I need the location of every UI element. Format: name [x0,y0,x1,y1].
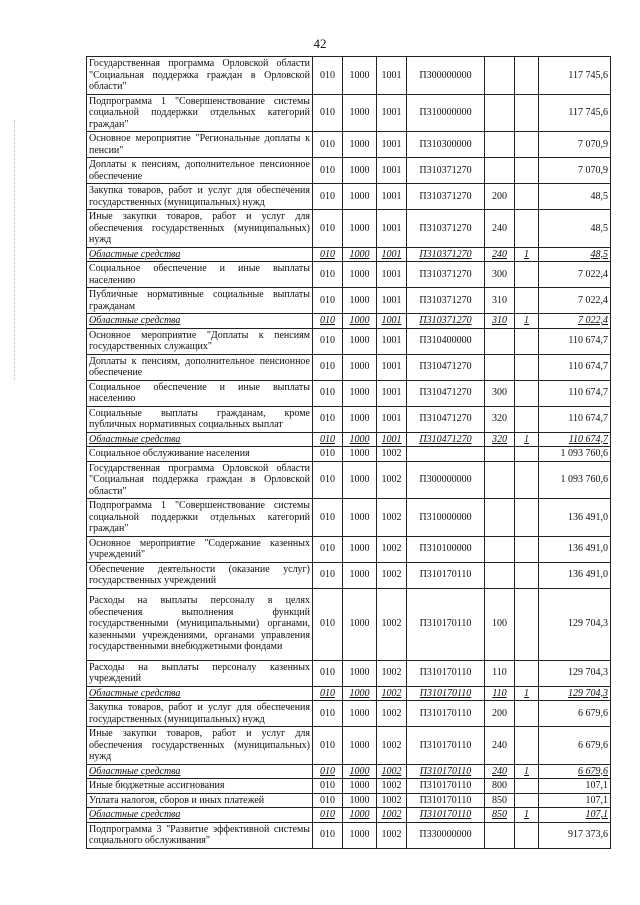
row-name: Областные средства [87,808,313,823]
row-admin-code: 010 [313,94,343,132]
table-row [87,210,611,248]
row-expense-type [485,132,515,158]
row-source-code: 1 [515,808,539,823]
budget-table-body [87,57,611,849]
row-source-code [515,184,539,210]
row-section-code: 1000 [343,779,377,794]
table-row [87,686,611,701]
row-target-article: П310371270 [407,184,485,210]
row-source-code [515,562,539,588]
row-expense-type: 850 [485,793,515,808]
table-row [87,354,611,380]
row-expense-type: 300 [485,380,515,406]
row-section-code: 1000 [343,536,377,562]
row-admin-code: 010 [313,701,343,727]
row-source-code [515,447,539,462]
row-subsection-code: 1001 [377,262,407,288]
row-admin-code: 010 [313,779,343,794]
row-source-code [515,727,539,765]
row-name: Расходы на выплаты персоналу казенных учреждений [87,660,313,686]
row-target-article: П310471270 [407,354,485,380]
row-section-code: 1000 [343,314,377,329]
row-amount: 917 373,6 [539,822,611,848]
row-section-code: 1000 [343,764,377,779]
row-name: Государственная программа Орловской области "Социальная поддержка граждан в Орловской области" [87,461,313,499]
row-target-article: П300000000 [407,57,485,95]
row-target-article: П310170110 [407,588,485,660]
row-target-article: П310170110 [407,793,485,808]
row-subsection-code: 1002 [377,660,407,686]
row-section-code: 1000 [343,406,377,432]
row-admin-code: 010 [313,461,343,499]
row-admin-code: 010 [313,247,343,262]
table-row [87,247,611,262]
margin-mark [14,120,16,380]
row-subsection-code: 1001 [377,247,407,262]
row-target-article: П310170110 [407,727,485,765]
row-target-article: П310371270 [407,262,485,288]
row-subsection-code: 1002 [377,499,407,537]
row-section-code: 1000 [343,499,377,537]
row-target-article: П310371270 [407,314,485,329]
row-subsection-code: 1002 [377,808,407,823]
row-name: Областные средства [87,314,313,329]
row-admin-code: 010 [313,536,343,562]
row-amount: 7 070,9 [539,132,611,158]
row-source-code: 1 [515,764,539,779]
row-subsection-code: 1001 [377,210,407,248]
row-admin-code: 010 [313,380,343,406]
row-expense-type: 200 [485,701,515,727]
row-name: Социальное обеспечение и иные выплаты населению [87,380,313,406]
row-source-code: 1 [515,432,539,447]
row-amount: 7 022,4 [539,288,611,314]
row-target-article: П310000000 [407,94,485,132]
row-name: Публичные нормативные социальные выплаты гражданам [87,288,313,314]
table-row [87,461,611,499]
row-name: Основное мероприятие "Содержание казенных учреждений" [87,536,313,562]
row-subsection-code: 1001 [377,158,407,184]
row-section-code: 1000 [343,57,377,95]
row-amount: 7 022,4 [539,314,611,329]
row-admin-code: 010 [313,764,343,779]
row-admin-code: 010 [313,210,343,248]
table-row [87,727,611,765]
budget-table [86,56,611,849]
row-subsection-code: 1001 [377,380,407,406]
row-amount: 110 674,7 [539,406,611,432]
row-admin-code: 010 [313,57,343,95]
row-section-code: 1000 [343,210,377,248]
table-row [87,314,611,329]
row-source-code [515,380,539,406]
row-amount: 129 704,3 [539,686,611,701]
row-admin-code: 010 [313,588,343,660]
row-amount: 136 491,0 [539,562,611,588]
row-subsection-code: 1002 [377,793,407,808]
row-name: Уплата налогов, сборов и иных платежей [87,793,313,808]
table-row [87,822,611,848]
row-target-article: П310471270 [407,406,485,432]
row-expense-type: 310 [485,288,515,314]
row-amount: 107,1 [539,793,611,808]
row-subsection-code: 1002 [377,779,407,794]
row-expense-type: 240 [485,764,515,779]
row-source-code [515,262,539,288]
row-amount: 1 093 760,6 [539,447,611,462]
row-admin-code: 010 [313,184,343,210]
row-expense-type [485,499,515,537]
row-subsection-code: 1002 [377,562,407,588]
row-admin-code: 010 [313,432,343,447]
row-admin-code: 010 [313,158,343,184]
row-name: Основное мероприятие "Доплаты к пенсиям государственных служащих" [87,328,313,354]
row-name: Областные средства [87,686,313,701]
row-subsection-code: 1001 [377,354,407,380]
row-target-article: П310371270 [407,158,485,184]
row-target-article: П310471270 [407,380,485,406]
row-name: Иные закупки товаров, работ и услуг для обеспечения государственных (муниципальных) нужд [87,210,313,248]
row-subsection-code: 1001 [377,57,407,95]
table-row [87,288,611,314]
row-expense-type [485,354,515,380]
row-source-code [515,822,539,848]
row-expense-type [485,328,515,354]
row-target-article: П310000000 [407,499,485,537]
row-amount: 1 093 760,6 [539,461,611,499]
row-amount: 117 745,6 [539,57,611,95]
row-expense-type: 240 [485,210,515,248]
row-source-code [515,57,539,95]
row-source-code [515,94,539,132]
row-admin-code: 010 [313,808,343,823]
row-source-code [515,210,539,248]
row-subsection-code: 1001 [377,184,407,210]
row-expense-type [485,562,515,588]
row-subsection-code: 1002 [377,701,407,727]
row-source-code [515,779,539,794]
row-expense-type: 200 [485,184,515,210]
row-amount: 7 070,9 [539,158,611,184]
row-section-code: 1000 [343,822,377,848]
row-amount: 110 674,7 [539,380,611,406]
row-target-article: П310170110 [407,808,485,823]
row-name: Расходы на выплаты персоналу в целях обеспечения выполнения функций государственными (муниципальными) органами, казенными учреждениями, органами управления государственными внебюджетными фондами [87,588,313,660]
table-row [87,793,611,808]
row-target-article: П310170110 [407,764,485,779]
row-name: Социальные выплаты гражданам, кроме публичных нормативных социальных выплат [87,406,313,432]
row-section-code: 1000 [343,660,377,686]
row-amount: 117 745,6 [539,94,611,132]
table-row [87,328,611,354]
row-amount: 6 679,6 [539,701,611,727]
row-source-code [515,588,539,660]
row-expense-type: 240 [485,727,515,765]
row-admin-code: 010 [313,793,343,808]
row-amount: 7 022,4 [539,262,611,288]
row-expense-type: 110 [485,660,515,686]
row-subsection-code: 1001 [377,94,407,132]
row-expense-type [485,536,515,562]
row-target-article: П310400000 [407,328,485,354]
row-section-code: 1000 [343,132,377,158]
table-row [87,158,611,184]
row-source-code [515,660,539,686]
row-source-code [515,288,539,314]
row-amount: 107,1 [539,779,611,794]
row-amount: 6 679,6 [539,764,611,779]
table-row [87,808,611,823]
row-expense-type [485,158,515,184]
row-section-code: 1000 [343,94,377,132]
row-target-article: П310471270 [407,432,485,447]
row-subsection-code: 1001 [377,132,407,158]
row-admin-code: 010 [313,660,343,686]
row-name: Иные бюджетные ассигнования [87,779,313,794]
row-target-article: П310371270 [407,247,485,262]
row-name: Областные средства [87,432,313,447]
row-admin-code: 010 [313,686,343,701]
row-subsection-code: 1002 [377,764,407,779]
row-name: Областные средства [87,764,313,779]
row-target-article: П300000000 [407,461,485,499]
row-admin-code: 010 [313,727,343,765]
row-admin-code: 010 [313,447,343,462]
row-target-article: П330000000 [407,822,485,848]
row-admin-code: 010 [313,328,343,354]
row-section-code: 1000 [343,184,377,210]
table-row [87,447,611,462]
table-row [87,262,611,288]
table-row [87,562,611,588]
row-name: Доплаты к пенсиям, дополнительное пенсионное обеспечение [87,354,313,380]
row-admin-code: 010 [313,288,343,314]
row-name: Социальное обеспечение и иные выплаты населению [87,262,313,288]
row-section-code: 1000 [343,562,377,588]
row-expense-type [485,461,515,499]
row-section-code: 1000 [343,727,377,765]
row-amount: 48,5 [539,184,611,210]
table-row [87,701,611,727]
row-subsection-code: 1001 [377,406,407,432]
row-subsection-code: 1001 [377,328,407,354]
row-target-article: П310170110 [407,779,485,794]
row-subsection-code: 1002 [377,686,407,701]
row-section-code: 1000 [343,793,377,808]
row-name: Основное мероприятие "Региональные доплаты к пенсии" [87,132,313,158]
row-admin-code: 010 [313,562,343,588]
row-section-code: 1000 [343,158,377,184]
row-subsection-code: 1002 [377,447,407,462]
row-expense-type: 110 [485,686,515,701]
table-row [87,660,611,686]
row-target-article [407,447,485,462]
row-source-code [515,132,539,158]
row-admin-code: 010 [313,406,343,432]
row-section-code: 1000 [343,262,377,288]
row-subsection-code: 1002 [377,588,407,660]
table-row [87,764,611,779]
table-row [87,536,611,562]
row-expense-type: 300 [485,262,515,288]
table-row [87,132,611,158]
row-expense-type: 320 [485,432,515,447]
row-subsection-code: 1002 [377,727,407,765]
row-expense-type [485,57,515,95]
row-source-code [515,499,539,537]
row-subsection-code: 1002 [377,822,407,848]
row-admin-code: 010 [313,262,343,288]
row-amount: 110 674,7 [539,328,611,354]
row-admin-code: 010 [313,499,343,537]
row-expense-type [485,94,515,132]
row-admin-code: 010 [313,354,343,380]
row-expense-type: 320 [485,406,515,432]
row-source-code [515,701,539,727]
row-target-article: П310170110 [407,562,485,588]
row-section-code: 1000 [343,701,377,727]
row-source-code: 1 [515,247,539,262]
row-source-code [515,536,539,562]
row-subsection-code: 1001 [377,314,407,329]
row-amount: 110 674,7 [539,432,611,447]
row-source-code [515,406,539,432]
row-section-code: 1000 [343,354,377,380]
page-number: 42 [313,36,327,51]
row-expense-type: 240 [485,247,515,262]
row-name: Подпрограмма 1 "Совершенствование системы социальной поддержки отдельных категорий граждан" [87,499,313,537]
row-amount: 129 704,3 [539,660,611,686]
row-section-code: 1000 [343,328,377,354]
row-subsection-code: 1002 [377,536,407,562]
row-target-article: П310371270 [407,210,485,248]
row-target-article: П310300000 [407,132,485,158]
row-amount: 110 674,7 [539,354,611,380]
row-section-code: 1000 [343,247,377,262]
row-expense-type: 100 [485,588,515,660]
row-source-code: 1 [515,686,539,701]
row-name: Обеспечение деятельности (оказание услуг) государственных учреждений [87,562,313,588]
row-name: Закупка товаров, работ и услуг для обеспечения государственных (муниципальных) нужд [87,701,313,727]
row-section-code: 1000 [343,288,377,314]
table-row [87,94,611,132]
row-subsection-code: 1001 [377,288,407,314]
row-source-code [515,158,539,184]
row-admin-code: 010 [313,132,343,158]
row-expense-type: 310 [485,314,515,329]
row-amount: 6 679,6 [539,727,611,765]
row-expense-type: 800 [485,779,515,794]
table-row [87,380,611,406]
table-row [87,57,611,95]
row-expense-type [485,447,515,462]
row-amount: 48,5 [539,247,611,262]
row-amount: 129 704,3 [539,588,611,660]
row-source-code [515,354,539,380]
row-section-code: 1000 [343,588,377,660]
row-section-code: 1000 [343,686,377,701]
row-amount: 48,5 [539,210,611,248]
row-name: Подпрограмма 3 "Развитие эффективной системы социального обслуживания" [87,822,313,848]
row-name: Подпрограмма 1 "Совершенствование системы социальной поддержки отдельных категорий граждан" [87,94,313,132]
row-section-code: 1000 [343,461,377,499]
table-row [87,588,611,660]
row-source-code [515,793,539,808]
row-subsection-code: 1002 [377,461,407,499]
table-row [87,184,611,210]
row-name: Областные средства [87,247,313,262]
row-amount: 136 491,0 [539,536,611,562]
row-amount: 107,1 [539,808,611,823]
row-amount: 136 491,0 [539,499,611,537]
row-target-article: П310170110 [407,701,485,727]
row-section-code: 1000 [343,447,377,462]
table-row [87,406,611,432]
row-subsection-code: 1001 [377,432,407,447]
row-name: Закупка товаров, работ и услуг для обеспечения государственных (муниципальных) нужд [87,184,313,210]
row-source-code [515,328,539,354]
row-target-article: П310100000 [407,536,485,562]
row-admin-code: 010 [313,314,343,329]
row-name: Государственная программа Орловской области "Социальная поддержка граждан в Орловской области" [87,57,313,95]
row-target-article: П310170110 [407,660,485,686]
row-section-code: 1000 [343,432,377,447]
row-expense-type [485,822,515,848]
row-expense-type: 850 [485,808,515,823]
row-name: Доплаты к пенсиям, дополнительное пенсионное обеспечение [87,158,313,184]
table-row [87,432,611,447]
row-name: Социальное обслуживание населения [87,447,313,462]
row-target-article: П310371270 [407,288,485,314]
row-name: Иные закупки товаров, работ и услуг для обеспечения государственных (муниципальных) нужд [87,727,313,765]
row-section-code: 1000 [343,808,377,823]
row-admin-code: 010 [313,822,343,848]
table-row [87,499,611,537]
table-row [87,779,611,794]
row-source-code: 1 [515,314,539,329]
row-source-code [515,461,539,499]
row-target-article: П310170110 [407,686,485,701]
row-section-code: 1000 [343,380,377,406]
